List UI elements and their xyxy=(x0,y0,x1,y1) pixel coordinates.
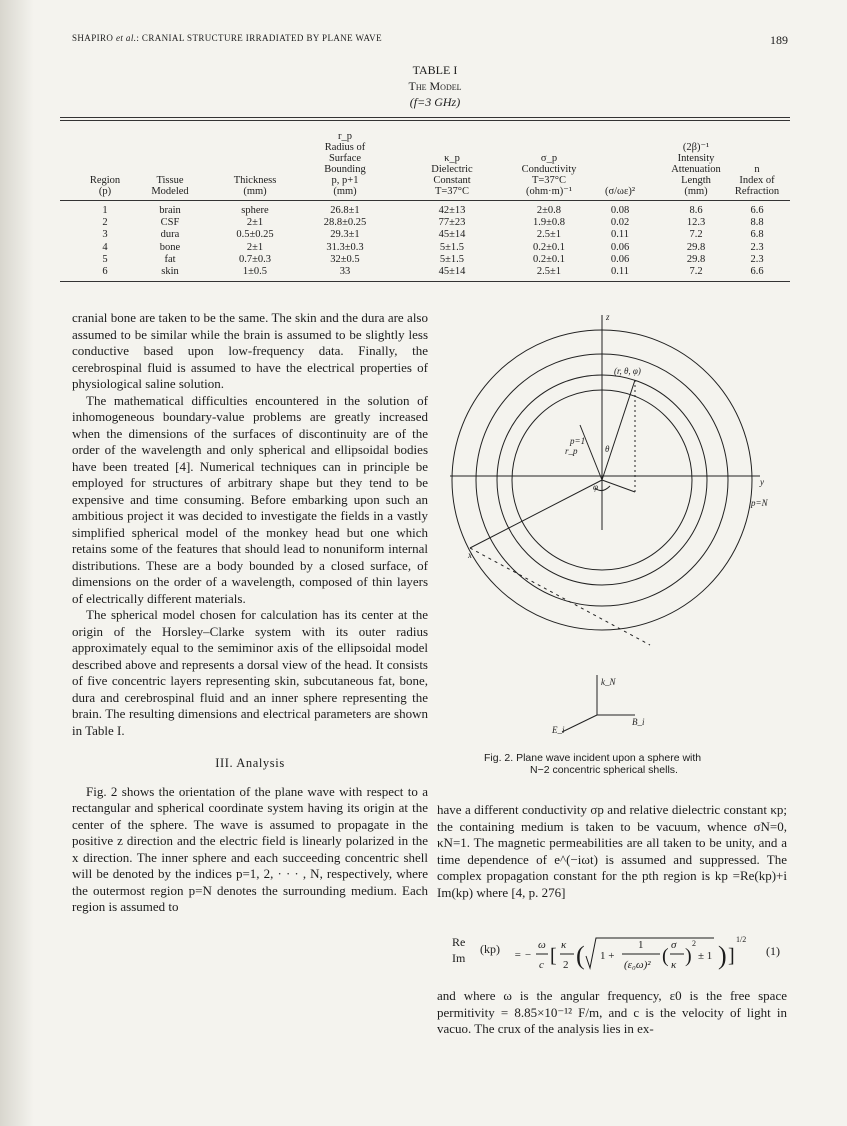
label-rp: r_p xyxy=(565,446,578,456)
svg-text:κ: κ xyxy=(561,939,567,951)
table-cell-thickness: 0.5±0.25 xyxy=(236,229,274,241)
x-axis xyxy=(470,480,602,548)
svg-text:(ε₀ω)²: (ε₀ω)² xyxy=(624,959,651,971)
table-header-region: Region xyxy=(89,175,121,186)
label-p1: p=1 xyxy=(570,436,586,446)
svg-text:c: c xyxy=(539,959,544,971)
paragraph: have a different conductivity σp and relative dielectric constant κp; the containing medium is taken to be vacuum, whence σN=0, κN=1. The magnetic permeabilities are all taken to be unity, and a time dependence of e^(−iωt) is assumed and suppressed. The complex propagation constant for the pth region is kp =Re(kp)+i Im(kp) where [4, p. 276] xyxy=(437,802,787,900)
table-cell-region: 5 xyxy=(102,253,108,265)
table-cell-attenuation: 29.8 xyxy=(686,241,706,253)
table-cell-region: 6 xyxy=(102,266,108,277)
svg-text:2: 2 xyxy=(563,959,569,971)
paragraph: and where ω is the angular frequency, ε0 is the free space permitivity = 8.85×10⁻¹² F/m, and c is the velocity of light in vacuo. The crux of the analysis lies in ex- xyxy=(437,988,787,1036)
table-header-attenuation: Length xyxy=(681,175,711,186)
table-cell-dielectric: 42±13 xyxy=(438,205,466,216)
label-y: y xyxy=(760,477,764,487)
Ei-vector xyxy=(562,715,597,732)
table-cell-attenuation: 8.6 xyxy=(689,205,703,216)
paragraph: Fig. 2 shows the orientation of the plane wave with respect to a rectangular and spherical coordinate system having its origin at the center of the sphere. The wave is assumed to propagate in the positive z direction and the electric field is linearly polarized in the x direction. The inner sphere and each succeeding concentric shell will be denoted by the indices p=1, 2, · · · , N, respectively, where the outermost region p=N denotes the surrounding medium. Each region is assumed to xyxy=(72,783,428,914)
table-cell-thickness: sphere xyxy=(241,205,269,216)
svg-text:ω: ω xyxy=(538,939,546,951)
table-cell-ratio: 0.11 xyxy=(611,229,629,241)
table-header-radius: p, p+1 xyxy=(331,175,359,186)
svg-text:]: ] xyxy=(728,945,735,967)
svg-text:κ: κ xyxy=(671,959,677,971)
svg-text:1: 1 xyxy=(638,939,644,951)
table-header-region: (p) xyxy=(98,186,112,197)
eq-im: Im xyxy=(452,951,466,965)
table-cell-conductivity: 2±0.8 xyxy=(536,205,562,216)
table-cell-attenuation: 7.2 xyxy=(689,266,703,277)
right-column-continued xyxy=(437,988,787,1038)
table-cell-dielectric: 45±14 xyxy=(438,266,466,277)
running-head xyxy=(72,33,382,43)
page-number: 189 xyxy=(770,33,788,47)
running-head-author: SHAPIRO xyxy=(72,33,114,43)
table-header-attenuation: Attenuation xyxy=(671,164,721,175)
table-cell-refraction: 6.6 xyxy=(750,205,764,216)
table-cell-region: 4 xyxy=(102,241,108,253)
table-subtitle: The Model xyxy=(408,79,462,93)
radius-vector xyxy=(602,380,635,480)
table-header-radius: Radius of xyxy=(324,142,366,153)
label-Ei: E_i xyxy=(552,725,565,735)
label-x: x xyxy=(468,550,472,560)
label-theta: θ xyxy=(605,444,610,454)
table-header-rule xyxy=(60,200,790,201)
table-cell-ratio: 0.06 xyxy=(610,241,630,253)
running-head-etal: et al. xyxy=(115,33,137,43)
table-cell-ratio: 0.08 xyxy=(610,205,630,216)
table-header-dielectric: Dielectric xyxy=(431,164,473,175)
table-cell-refraction: 2.3 xyxy=(750,253,764,265)
table-top-rule-2 xyxy=(60,120,790,121)
table-caption xyxy=(300,62,570,110)
table-cell-radius: 31.3±0.3 xyxy=(326,241,364,253)
svg-text:(: ( xyxy=(662,945,669,967)
paragraph: The mathematical difficulties encountered in the solution of inhomogeneous boundary-value problems are greatly increased when the dimensions of the surfaces of discontinuity are of the order of the wavelength and only spherical and ellipsoidal bodies have been treated [4]. Numerical techniques can in principle be employed for structures of arbitrary shape but they tend to be expensive and time consuming. Before embarking upon such an ambitious project it was decided to investigate the fields in a vastly simplified spherical model of the monkey head but one which retains some of the features that should lead to nonuniform internal distributions. These are a body bounded by a closed surface, of dimensions on the order of a wavelength, composed of thin layers of electrically different materials. xyxy=(72,392,428,606)
paragraph: cranial bone are taken to be the same. The skin and the dura are also assumed to be similar while the brain is assumed to be slightly less conductive based upon low-frequency data. Finally, the cerebrospinal fluid is assumed to have the electrical properties of physiological saline solution. xyxy=(72,310,428,391)
table-header-radius: Bounding xyxy=(324,164,366,175)
table-header-radius: Surface xyxy=(328,153,362,164)
table-frequency: (f=3 GHz) xyxy=(409,95,461,109)
label-Bi: B_i xyxy=(632,717,645,727)
table-cell-radius: 32±0.5 xyxy=(330,253,360,265)
left-column xyxy=(72,310,428,916)
table-cell-dielectric: 45±14 xyxy=(438,229,466,241)
table-cell-radius: 33 xyxy=(339,266,351,277)
table-header-radius: (mm) xyxy=(333,186,357,197)
table-cell-ratio: 0.06 xyxy=(610,253,630,265)
table-header-refraction: Index of xyxy=(739,175,775,186)
table-title: TABLE I xyxy=(412,63,458,77)
table-header-radius: r_p xyxy=(338,131,352,142)
table-header-attenuation: Intensity xyxy=(677,153,715,164)
table-header-conductivity: Conductivity xyxy=(521,164,577,175)
projection-base xyxy=(602,480,635,492)
table-cell-tissue: bone xyxy=(159,241,181,253)
table-cell-radius: 28.8±0.25 xyxy=(323,217,367,229)
label-pN: p=N xyxy=(751,498,768,508)
table-header-refraction: Refraction xyxy=(734,186,780,197)
table-cell-dielectric: 77±23 xyxy=(438,217,466,229)
running-head-title: : CRANIAL STRUCTURE IRRADIATED BY PLANE WAVE xyxy=(136,33,382,43)
table-cell-attenuation: 7.2 xyxy=(689,229,703,241)
eq-kp: (kp) xyxy=(480,942,500,956)
table-cell-refraction: 6.8 xyxy=(750,229,764,241)
caption-line-2: N−2 concentric spherical shells. xyxy=(530,764,678,776)
label-phi: φ xyxy=(593,482,598,492)
svg-text:= −: = − xyxy=(514,949,532,961)
label-kN: k_N xyxy=(601,677,616,687)
table-cell-tissue: dura xyxy=(160,229,180,241)
table-cell-ratio: 0.11 xyxy=(611,266,629,277)
table-cell-conductivity: 0.2±0.1 xyxy=(532,241,565,253)
equation-1 xyxy=(450,932,790,984)
right-column xyxy=(437,802,787,901)
table-cell-dielectric: 5±1.5 xyxy=(439,241,465,253)
eq-body xyxy=(514,932,754,982)
table-header-tissue: Modeled xyxy=(151,186,189,197)
figure-2-diagram xyxy=(440,300,800,740)
table-cell-tissue: fat xyxy=(164,253,176,265)
table-top-rule xyxy=(60,117,790,118)
table-cell-refraction: 6.6 xyxy=(750,266,764,277)
table-cell-dielectric: 5±1.5 xyxy=(439,253,465,265)
svg-text:1 +: 1 + xyxy=(600,950,615,962)
eq-re: Re xyxy=(452,935,466,949)
table-header-refraction: n xyxy=(754,164,760,175)
table-header-dielectric: Constant xyxy=(433,175,471,186)
table-bottom-rule xyxy=(60,281,790,282)
table-cell-thickness: 2±1 xyxy=(246,241,264,253)
table-cell-conductivity: 1.9±0.8 xyxy=(532,217,565,229)
x-axis-dashed xyxy=(470,548,650,645)
table-cell-ratio: 0.02 xyxy=(610,217,630,229)
table-cell-radius: 26.8±1 xyxy=(330,205,360,216)
section-heading: III. Analysis xyxy=(215,756,285,770)
table-header-conductivity: (ohm·m)⁻¹ xyxy=(525,186,572,197)
table-cell-region: 1 xyxy=(102,205,108,216)
svg-text:σ: σ xyxy=(671,939,677,951)
table-cell-radius: 29.3±1 xyxy=(330,229,360,241)
scan-binding-shadow xyxy=(0,0,34,1126)
table-cell-tissue: skin xyxy=(161,266,179,277)
svg-text:± 1: ± 1 xyxy=(698,950,713,962)
svg-text:): ) xyxy=(685,945,692,967)
table-cell-attenuation: 29.8 xyxy=(686,253,706,265)
svg-text:2: 2 xyxy=(692,939,696,948)
table-header-conductivity: T=37°C xyxy=(531,175,567,186)
figure-caption xyxy=(484,752,784,776)
table-header-thickness: (mm) xyxy=(243,186,267,197)
table-cell-thickness: 0.7±0.3 xyxy=(238,253,271,265)
table-cell-conductivity: 0.2±0.1 xyxy=(532,253,565,265)
table-cell-conductivity: 2.5±1 xyxy=(536,229,562,241)
svg-text:[: [ xyxy=(550,945,557,967)
table-cell-tissue: CSF xyxy=(160,217,180,229)
table-cell-region: 2 xyxy=(102,217,108,229)
table-header-dielectric: κ_p xyxy=(444,153,460,164)
table-cell-conductivity: 2.5±1 xyxy=(536,266,562,277)
paragraph: The spherical model chosen for calculation has its center at the origin of the Horsley–Clarke system with its outer radius approximately equal to the semiminor axis of the ellipsoidal model described above and represents a dorsal view of the head. It consists of five concentric layers representing skin, subcutaneous fat, bone, dura and cerebrospinal fluid and an inner sphere representing the brain. The resulting dimensions and electrical parameters are shown in Table I. xyxy=(72,607,428,738)
label-point: (r, θ, φ) xyxy=(614,366,641,376)
eq-re-im xyxy=(452,934,465,966)
table-cell-attenuation: 12.3 xyxy=(686,217,706,229)
table-header-conductivity: σ_p xyxy=(540,153,558,164)
table-header-attenuation: (mm) xyxy=(684,186,708,197)
table-cell-thickness: 2±1 xyxy=(246,217,264,229)
table-cell-tissue: brain xyxy=(159,205,181,216)
table-header-attenuation: (2β)⁻¹ xyxy=(682,142,710,153)
label-z: z xyxy=(606,312,610,322)
table-cell-thickness: 1±0.5 xyxy=(242,266,268,277)
table-cell-refraction: 2.3 xyxy=(750,241,764,253)
rp-vector xyxy=(580,425,602,480)
caption-line-1: Fig. 2. Plane wave incident upon a sphere with xyxy=(484,752,702,764)
svg-text:(: ( xyxy=(576,941,585,970)
table-cell-refraction: 8.8 xyxy=(750,217,764,229)
table-header-thickness: Thickness xyxy=(233,175,277,186)
svg-text:): ) xyxy=(718,941,727,970)
table-header-tissue: Tissue xyxy=(156,175,184,186)
equation-number: (1) xyxy=(766,944,780,958)
table-header-dielectric: T=37°C xyxy=(434,186,470,197)
svg-text:1/2: 1/2 xyxy=(736,935,747,944)
table-cell-region: 3 xyxy=(102,229,108,241)
table-header-ratio: (σ/ωε)² xyxy=(604,186,636,197)
